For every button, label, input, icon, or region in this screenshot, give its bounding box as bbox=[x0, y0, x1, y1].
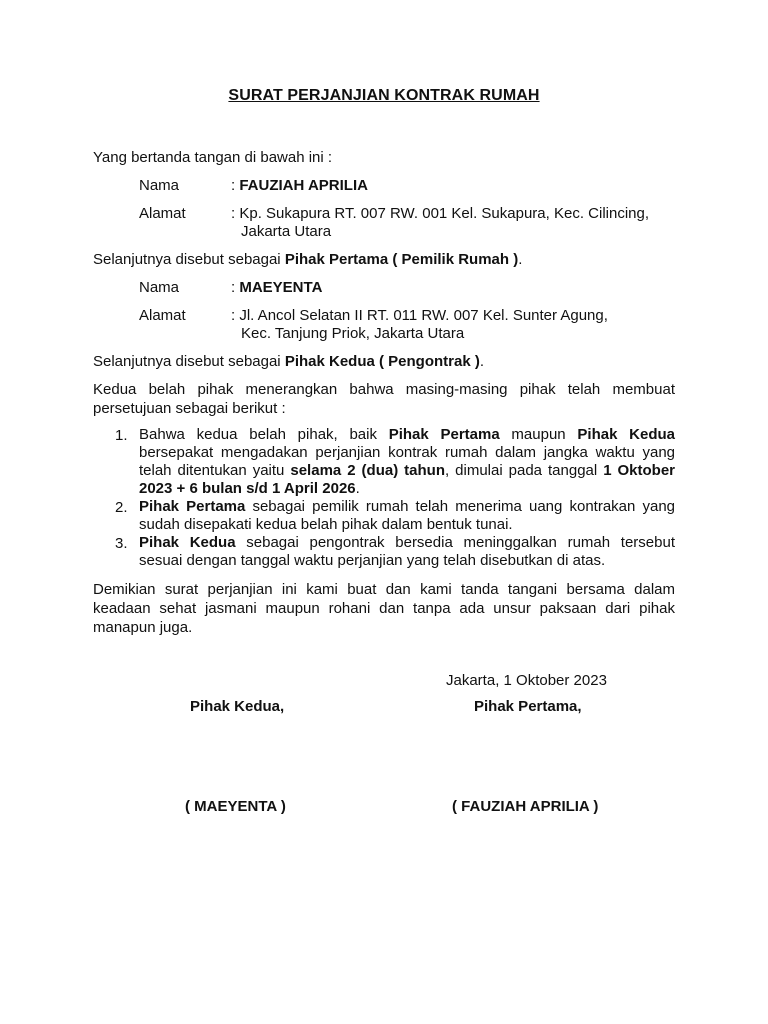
clause-1-bold-duration: selama 2 (dua) tahun bbox=[290, 462, 446, 479]
clause-1-bold-pihak-kedua: Pihak Kedua bbox=[577, 426, 675, 443]
party2-name-value: MAEYENTA bbox=[239, 279, 323, 296]
clause-2-number: 2. bbox=[115, 499, 128, 516]
colon: : bbox=[231, 177, 236, 194]
signature-left-title: Pihak Kedua, bbox=[190, 698, 285, 715]
clause-1-text-a: Bahwa kedua belah pihak, baik bbox=[139, 426, 389, 443]
colon: : bbox=[231, 307, 236, 324]
party1-designation-prefix: Selanjutnya disebut sebagai bbox=[93, 251, 285, 268]
clause-2-body bbox=[139, 498, 675, 534]
closing-line3: manapun juga. bbox=[93, 619, 193, 636]
clause-1-line1 bbox=[139, 426, 675, 444]
agreement-intro bbox=[93, 380, 675, 418]
clause-3-number: 3. bbox=[115, 535, 128, 552]
clause-1-number: 1. bbox=[115, 427, 128, 444]
party2-name-row bbox=[231, 278, 322, 297]
party2-address-row bbox=[231, 306, 608, 325]
clause-3-bold-pihak-kedua: Pihak Kedua bbox=[139, 534, 236, 551]
colon: : bbox=[231, 205, 236, 222]
signature-right-name: ( FAUZIAH APRILIA ) bbox=[452, 798, 599, 815]
closing-line2: keadaan sehat jasmani maupun rohani dan tanpa ada unsur paksaan dari pihak bbox=[93, 600, 675, 617]
clause-1-line4 bbox=[139, 480, 675, 498]
clause-1-bold-start: 1 Oktober bbox=[603, 462, 676, 479]
party2-designation-bold: Pihak Kedua ( Pengontrak ) bbox=[284, 353, 480, 370]
clause-1-line3 bbox=[139, 462, 675, 480]
colon: : bbox=[231, 279, 236, 296]
clause-3-body bbox=[139, 534, 675, 570]
party2-address-label: Alamat bbox=[139, 307, 186, 324]
clause-3-text: sebagai pengontrak bersedia meninggalkan rumah tersebut bbox=[235, 534, 675, 551]
party1-designation-bold: Pihak Pertama ( Pemilik Rumah ) bbox=[284, 251, 519, 268]
clause-3-line2: sesuai dengan tanggal waktu perjanjian yang telah disebutkan di atas. bbox=[139, 552, 606, 569]
agreement-intro-line2: persetujuan sebagai berikut : bbox=[93, 400, 286, 417]
party1-address-line1: Kp. Sukapura RT. 007 RW. 001 Kel. Sukapura, Kec. Cilincing, bbox=[239, 205, 650, 222]
clause-2-bold-pihak-pertama: Pihak Pertama bbox=[139, 498, 246, 515]
party1-name-label: Nama bbox=[139, 177, 180, 194]
clause-1-text-f: , dimulai pada tanggal bbox=[445, 462, 604, 479]
clause-1-bold-period: 2023 + 6 bulan s/d 1 April 2026 bbox=[139, 480, 356, 497]
party1-address-line2: Jakarta Utara bbox=[241, 223, 332, 240]
party1-name-row bbox=[231, 176, 368, 195]
agreement-intro-line1: Kedua belah pihak menerangkan bahwa masing-masing pihak telah membuat bbox=[93, 381, 675, 398]
signature-right-title: Pihak Pertama, bbox=[474, 698, 582, 715]
party2-name-label: Nama bbox=[139, 279, 180, 296]
signature-left-name: ( MAEYENTA ) bbox=[185, 798, 286, 815]
party2-address-line2: Kec. Tanjung Priok, Jakarta Utara bbox=[241, 325, 465, 342]
party2-designation bbox=[93, 352, 484, 371]
clause-1-text-e: telah ditentukan yaitu bbox=[139, 462, 291, 479]
document-title: SURAT PERJANJIAN KONTRAK RUMAH bbox=[228, 87, 540, 104]
party1-address-row bbox=[231, 204, 649, 223]
clause-1-bold-pihak-pertama: Pihak Pertama bbox=[388, 426, 500, 443]
clause-3-line1 bbox=[139, 534, 675, 552]
closing-line1: Demikian surat perjanjian ini kami buat dan kami tanda tangani bersama dalam bbox=[93, 581, 675, 598]
clause-1-body bbox=[139, 426, 675, 498]
clause-1-text-c: maupun bbox=[499, 426, 578, 443]
party1-designation-suffix: . bbox=[518, 251, 523, 268]
place-date: Jakarta, 1 Oktober 2023 bbox=[446, 672, 607, 689]
party2-designation-suffix: . bbox=[479, 353, 485, 370]
intro-text: Yang bertanda tangan di bawah ini : bbox=[93, 149, 333, 166]
clause-1-period-end: . bbox=[355, 480, 360, 497]
party1-name-value: FAUZIAH APRILIA bbox=[239, 177, 368, 194]
party1-address-label: Alamat bbox=[139, 205, 186, 222]
clause-2-line2: sudah disepakati kedua belah pihak dalam bentuk tunai. bbox=[139, 516, 513, 533]
party2-designation-prefix: Selanjutnya disebut sebagai bbox=[93, 353, 285, 370]
clause-2-text: sebagai pemilik rumah telah menerima uang kontrakan yang bbox=[245, 498, 676, 515]
closing-paragraph bbox=[93, 580, 675, 637]
party2-address-line1: Jl. Ancol Selatan II RT. 011 RW. 007 Kel. Sunter Agung, bbox=[239, 307, 608, 324]
clause-1-line2: bersepakat mengadakan perjanjian kontrak rumah dalam jangka waktu yang bbox=[139, 444, 675, 461]
clause-2-line1 bbox=[139, 498, 675, 516]
party1-designation bbox=[93, 250, 522, 269]
